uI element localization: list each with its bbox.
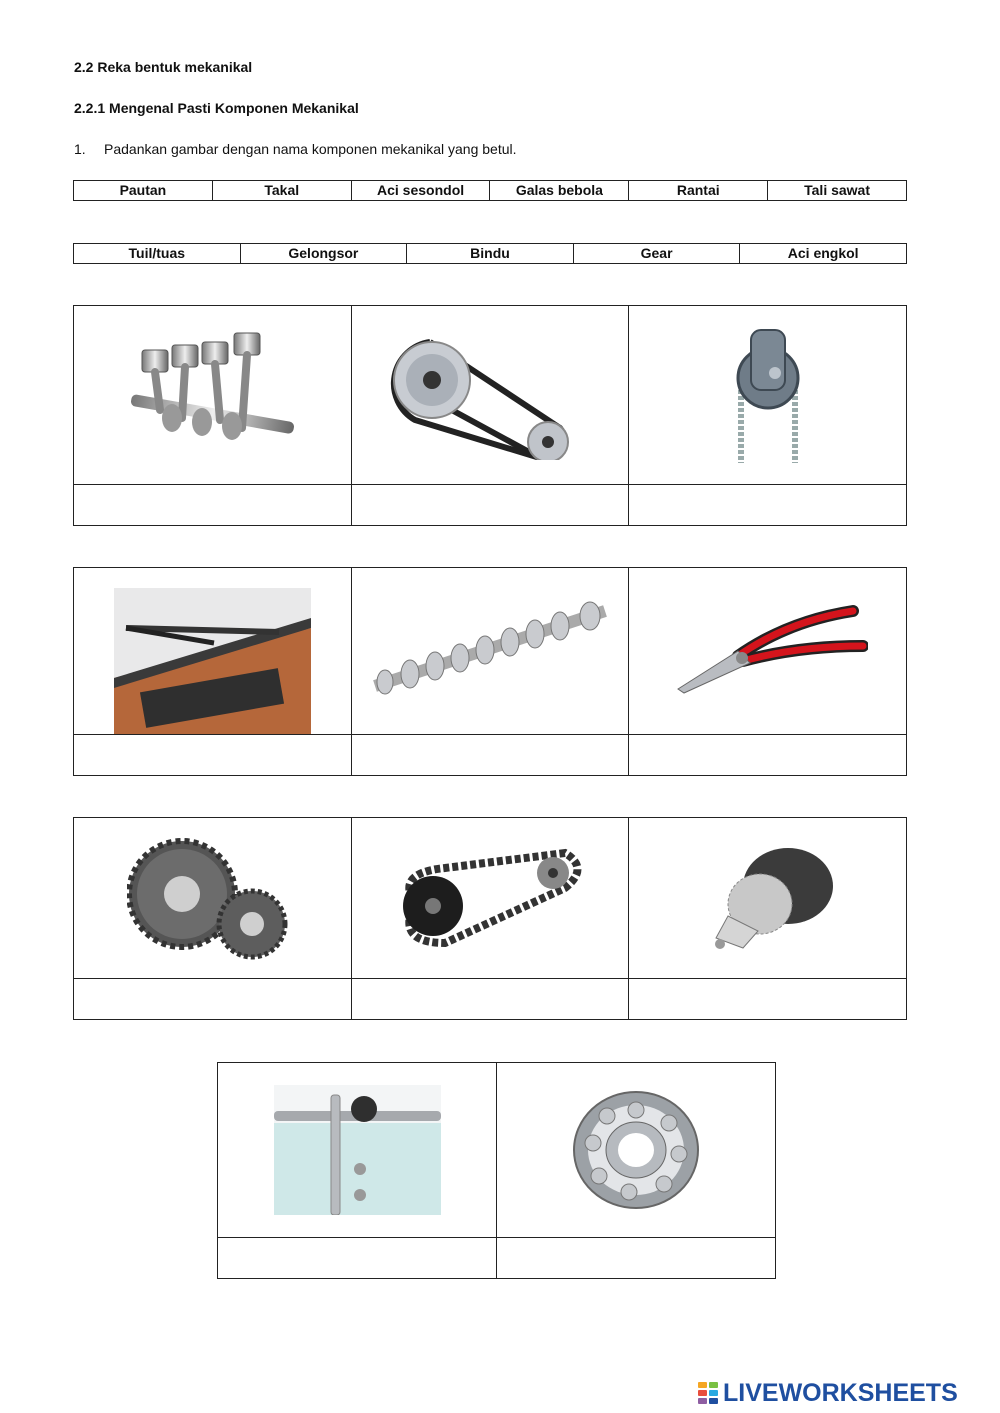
answer-box[interactable] — [351, 979, 629, 1020]
picture-cell — [497, 1063, 776, 1238]
picture-cell — [351, 306, 629, 485]
picture-grid-4 — [217, 1062, 776, 1279]
chain-sprocket-icon — [385, 843, 595, 953]
word-bank-item: Pautan — [74, 181, 213, 201]
answer-box[interactable] — [497, 1238, 776, 1279]
answer-box[interactable] — [629, 485, 907, 526]
picture-grid-3 — [73, 817, 907, 1020]
answer-box[interactable] — [218, 1238, 497, 1279]
word-bank-item: Aci sesondol — [351, 181, 490, 201]
answer-box[interactable] — [74, 979, 352, 1020]
picture-cell — [74, 306, 352, 485]
liveworksheets-logo — [698, 1378, 958, 1408]
word-bank-item: Gelongsor — [240, 244, 407, 264]
word-bank-item: Galas bebola — [490, 181, 629, 201]
word-bank-item: Tali sawat — [768, 181, 907, 201]
picture-cell — [74, 568, 352, 735]
answer-box[interactable] — [74, 735, 352, 776]
answer-box[interactable] — [629, 979, 907, 1020]
picture-cell — [218, 1063, 497, 1238]
picture-cell — [351, 568, 629, 735]
word-bank-row-2 — [73, 243, 907, 264]
section-title: 2.2 Reka bentuk mekanikal — [74, 59, 253, 75]
picture-cell — [629, 568, 907, 735]
picture-grid-2 — [73, 567, 907, 776]
picture-cell — [351, 818, 629, 979]
answer-box[interactable] — [351, 485, 629, 526]
gears-icon — [127, 836, 297, 961]
word-bank-item: Gear — [573, 244, 740, 264]
word-bank-item: Bindu — [407, 244, 574, 264]
answer-box[interactable] — [629, 735, 907, 776]
word-bank-item: Tuil/tuas — [74, 244, 241, 264]
word-bank-item: Aci engkol — [740, 244, 907, 264]
picture-grid-1 — [73, 305, 907, 526]
picture-cell — [629, 306, 907, 485]
subsection-title: 2.2.1 Mengenal Pasti Komponen Mekanikal — [74, 100, 359, 116]
word-bank-item: Rantai — [629, 181, 768, 201]
word-bank-item: Takal — [212, 181, 351, 201]
drill-chuck-icon — [698, 836, 838, 961]
pliers-icon — [668, 601, 868, 701]
brand-name: LIVEWORKSHEETS — [723, 1378, 958, 1407]
crankshaft-pistons-icon — [122, 330, 302, 460]
picture-cell — [74, 818, 352, 979]
liveworksheets-logo-icon — [698, 1380, 720, 1406]
pulley-rope-icon — [713, 328, 823, 463]
sliding-door-roller-icon — [274, 1085, 441, 1215]
door-closer-linkage-icon — [114, 588, 311, 734]
ball-bearing-icon — [569, 1088, 704, 1213]
camshaft-icon — [365, 596, 615, 706]
instruction-number: 1. — [74, 141, 86, 157]
instruction-text: Padankan gambar dengan nama komponen mekanikal yang betul. — [104, 141, 517, 157]
word-bank-row-1 — [73, 180, 907, 201]
belt-drive-icon — [390, 330, 590, 460]
answer-box[interactable] — [351, 735, 629, 776]
answer-box[interactable] — [74, 485, 352, 526]
picture-cell — [629, 818, 907, 979]
